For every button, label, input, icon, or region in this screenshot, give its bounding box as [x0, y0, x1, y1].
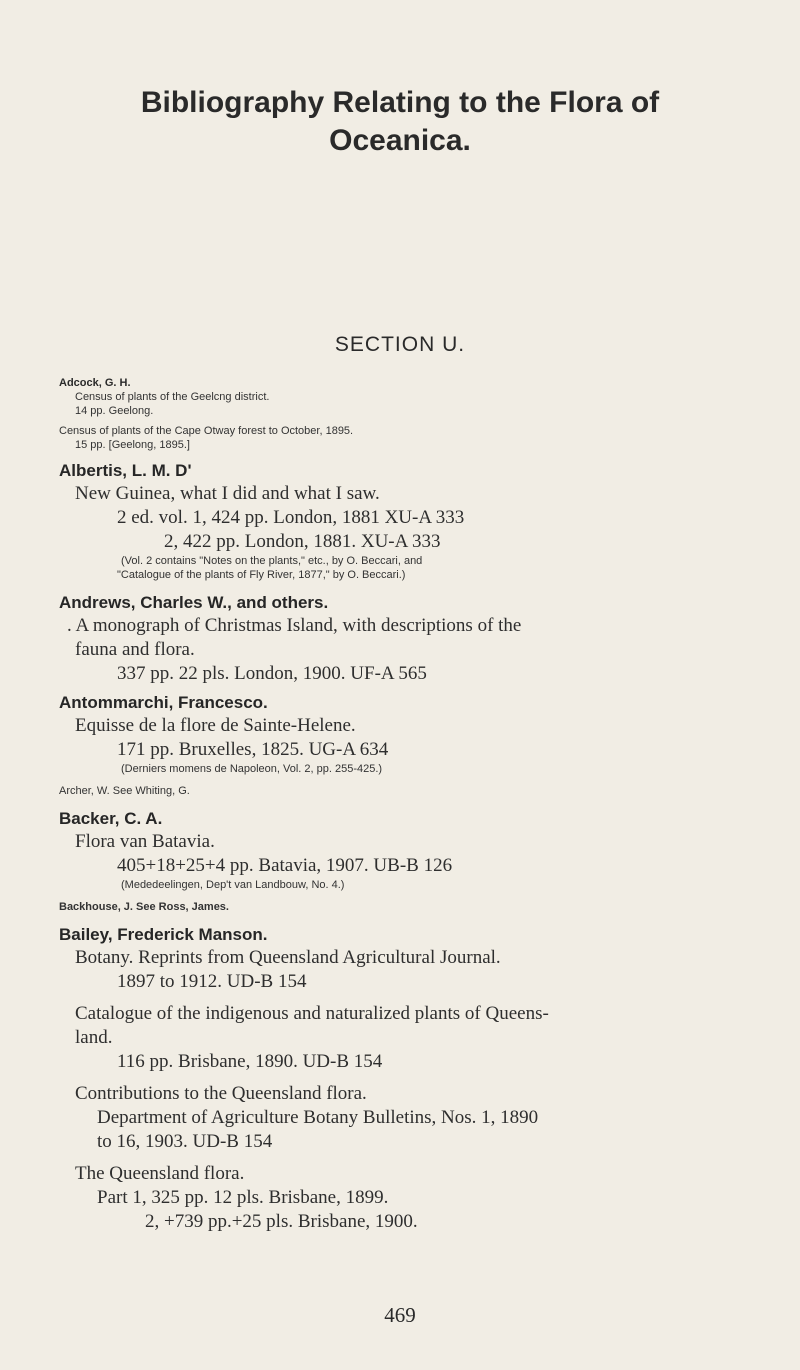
entry-imprint: Part 1, 325 pp. 12 pls. Brisbane, 1899. — [97, 1187, 389, 1208]
entry-title: New Guinea, what I did and what I saw. — [75, 483, 380, 504]
entry-author: Adcock, G. H. — [59, 377, 131, 389]
entry-imprint: 2, +739 pp.+25 pls. Brisbane, 1900. — [145, 1211, 418, 1232]
entry-antommarchi — [59, 692, 771, 776]
title-line-2: Oceanica. — [329, 124, 471, 157]
entry-imprint: 14 pp. Geelong. — [75, 405, 154, 417]
entry-title: land. — [75, 1027, 113, 1048]
entry-author: Albertis, L. M. D' — [59, 461, 192, 480]
entry-imprint: 2 ed. vol. 1, 424 pp. London, 1881 XU-A 333 — [117, 507, 465, 528]
entry-imprint: 15 pp. [Geelong, 1895.] — [75, 439, 190, 451]
page-number: 469 — [384, 1303, 416, 1327]
entry-author: Bailey, Frederick Manson. — [59, 925, 268, 944]
entry-imprint: 405+18+25+4 pp. Batavia, 1907. UB-B 126 — [117, 855, 453, 876]
entry-title: fauna and flora. — [75, 639, 195, 660]
entry-note: (Derniers momens de Napoleon, Vol. 2, pp. 255-425.) — [121, 763, 383, 775]
entry-title: Catalogue of the indigenous and naturalized plants of Queens- — [75, 1003, 549, 1024]
entry-imprint: 171 pp. Bruxelles, 1825. UG-A 634 — [117, 739, 389, 760]
entry-subtitle: Department of Agriculture Botany Bulletins, Nos. 1, 1890 — [97, 1107, 539, 1128]
entry-adcock — [59, 376, 771, 452]
entry-imprint: 116 pp. Brisbane, 1890. UD-B 154 — [117, 1051, 383, 1072]
title-line-1: Bibliography Relating to the Flora of — [140, 86, 660, 119]
entry-title: Botany. Reprints from Queensland Agricultural Journal. — [75, 947, 501, 968]
entry-title: Flora van Batavia. — [75, 831, 215, 852]
cross-reference-archer: Archer, W. See Whiting, G. — [59, 785, 190, 797]
entry-author: Andrews, Charles W., and others. — [59, 593, 329, 612]
entry-bailey — [59, 924, 771, 1234]
entry-title: Census of plants of the Geelcng district. — [75, 391, 270, 403]
entry-imprint: 1897 to 1912. UD-B 154 — [117, 971, 307, 992]
entry-author: Antommarchi, Francesco. — [59, 693, 268, 712]
entry-note: "Catalogue of the plants of Fly River, 1877," by O. Beccari.) — [117, 569, 406, 581]
page-title — [0, 84, 800, 160]
cross-reference-backhouse: Backhouse, J. See Ross, James. — [59, 901, 229, 913]
entry-title: Census of plants of the Cape Otway forest to October, 1895. — [59, 425, 354, 437]
entry-note: (Vol. 2 contains "Notes on the plants," etc., by O. Beccari, and — [121, 555, 423, 567]
entry-imprint: 2, 422 pp. London, 1881. XU-A 333 — [164, 531, 441, 552]
entry-backer — [59, 808, 771, 892]
entry-albertis — [59, 460, 771, 582]
entry-title: Equisse de la flore de Sainte-Helene. — [75, 715, 356, 736]
entry-imprint: 337 pp. 22 pls. London, 1900. UF-A 565 — [117, 663, 427, 684]
entry-title: Contributions to the Queensland flora. — [75, 1083, 367, 1104]
entry-andrews — [59, 592, 771, 686]
bibliography-entries — [59, 376, 771, 1234]
entry-author: Backer, C. A. — [59, 809, 163, 828]
section-heading: SECTION U. — [334, 333, 466, 356]
entry-note: (Mededeelingen, Dep't van Landbouw, No. 4.) — [121, 879, 345, 891]
entry-imprint: to 16, 1903. UD-B 154 — [97, 1131, 273, 1152]
entry-title: The Queensland flora. — [75, 1163, 245, 1184]
entry-title: . A monograph of Christmas Island, with descriptions of the — [67, 615, 522, 636]
